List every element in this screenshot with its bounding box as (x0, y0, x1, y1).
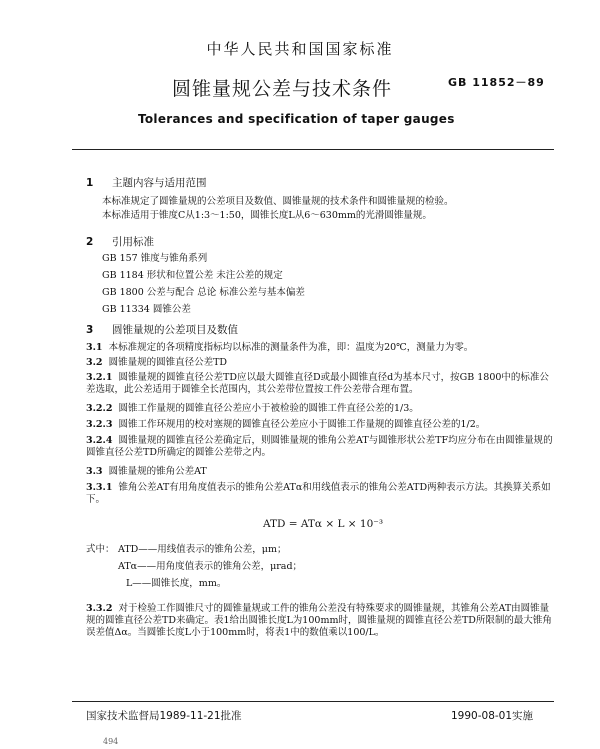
clause-number: 3.3.1 (86, 482, 113, 493)
clause-text: 圆锥量规的圆锥直径公差确定后，则圆锥量规的锥角公差AT与圆锥形状公差TF均应分布在由圆锥量规的圆锥直径公差TD所确定的圆锥公差带之内。 (86, 435, 553, 458)
clause-3-2-3 (86, 419, 485, 431)
reference-list (102, 253, 305, 321)
document-title: 圆锥量规公差与技术条件 (172, 78, 393, 100)
section-number: 1 (86, 177, 94, 189)
header-divider (72, 149, 554, 150)
section-2-heading (86, 234, 154, 249)
clause-number: 3.2 (86, 357, 103, 368)
reference-item: GB 1184 形状和位置公差 未注公差的规定 (102, 270, 283, 281)
clause-number: 3.2.4 (86, 435, 113, 446)
paragraph: 本标准规定了圆锥量规的公差项目及数值、圆锥量规的技术条件和圆锥量规的检验。 (102, 196, 454, 207)
section-3-heading (86, 322, 238, 337)
section-title: 主题内容与适用范围 (112, 177, 207, 189)
where-item: L——圆锥长度，mm。 (126, 578, 227, 589)
clause-3-2 (86, 357, 227, 369)
clause-3-2-1 (86, 372, 554, 396)
clause-number: 3.1 (86, 342, 103, 353)
section-1-heading (86, 175, 207, 190)
clause-3-3-2 (86, 603, 554, 639)
clause-text: 圆锥工作量规的圆锥直径公差应小于被检验的圆锥工件直径公差的1/3。 (118, 403, 419, 414)
clause-text: 锥角公差AT有用角度值表示的锥角公差ATα和用线值表示的锥角公差ATD两种表示方法。其换算关系如下。 (86, 482, 551, 505)
clause-number: 3.2.2 (86, 403, 113, 414)
clause-number: 3.2.3 (86, 419, 113, 430)
section-number: 3 (86, 324, 94, 336)
clause-3-1 (86, 342, 473, 354)
paragraph: 本标准适用于锥度C从1:3～1:50，圆锥长度L从6～630mm的光滑圆锥量规。 (102, 210, 432, 221)
clause-3-3-1 (86, 482, 554, 506)
clause-text: 对于检验工作圆锥尺寸的圆锥量规或工件的锥角公差没有特殊要求的圆锥量规，其锥角公差AT由圆锥量规的圆锥直径公差TD来确定。表1给出圆锥长度L为100mm时，圆锥量规的圆锥直径公差TD所限制的最大锥角误差值Δα。当圆锥长度L小于100mm时，将表1中的数值乘以100/L。 (86, 603, 552, 638)
approval-date: 国家技术监督局1989-11-21批准 (86, 710, 242, 722)
clause-text: 圆锥量规的锥角公差AT (108, 466, 207, 477)
english-title: Tolerances and specification of taper gauges (138, 112, 455, 126)
clause-text: 圆锥量规的圆锥直径公差TD应以最大圆锥直径D或最小圆锥直径d为基本尺寸，按GB 1800中的标准公差选取，此公差适用于圆锥全长范围内，其公差带位置按工件公差带合理布置。 (86, 372, 549, 395)
clause-text: 圆锥量规的圆锥直径公差TD (108, 357, 228, 368)
clause-number: 3.3 (86, 466, 103, 477)
clause-number: 3.3.2 (86, 603, 113, 614)
clause-3-2-4 (86, 435, 554, 459)
reference-item: GB 11334 圆锥公差 (102, 304, 191, 315)
where-item: ATD——用线值表示的锥角公差，μm； (118, 544, 287, 555)
footer-divider (72, 701, 554, 702)
section-number: 2 (86, 236, 94, 248)
reference-item: GB 157 锥度与锥角系列 (102, 253, 208, 264)
page-number: 494 (103, 737, 119, 746)
clause-number: 3.2.1 (86, 372, 113, 383)
clause-text: 圆锥工作环规用的校对塞规的圆锥直径公差应小于圆锥工作量规的圆锥直径公差的1/2。 (118, 419, 486, 430)
reference-item: GB 1800 公差与配合 总论 标准公差与基本偏差 (102, 287, 305, 298)
conversion-formula: ATD = ATα × L × 10⁻³ (263, 518, 384, 530)
where-item: ATα——用角度值表示的锥角公差，μrad； (118, 561, 303, 572)
where-label: 式中： (86, 544, 115, 555)
section-title: 圆锥量规的公差项目及数值 (112, 324, 238, 336)
clause-3-2-2 (86, 403, 419, 415)
standard-number: GB 11852－89 (448, 76, 545, 89)
clause-3-3 (86, 466, 207, 478)
country-standard-title: 中华人民共和国国家标准 (206, 40, 394, 58)
section-title: 引用标准 (112, 236, 154, 248)
implementation-date: 1990-08-01实施 (451, 710, 534, 722)
clause-text: 本标准规定的各项精度指标均以标准的测量条件为准，即：温度为20℃，测量力为零。 (108, 342, 474, 353)
